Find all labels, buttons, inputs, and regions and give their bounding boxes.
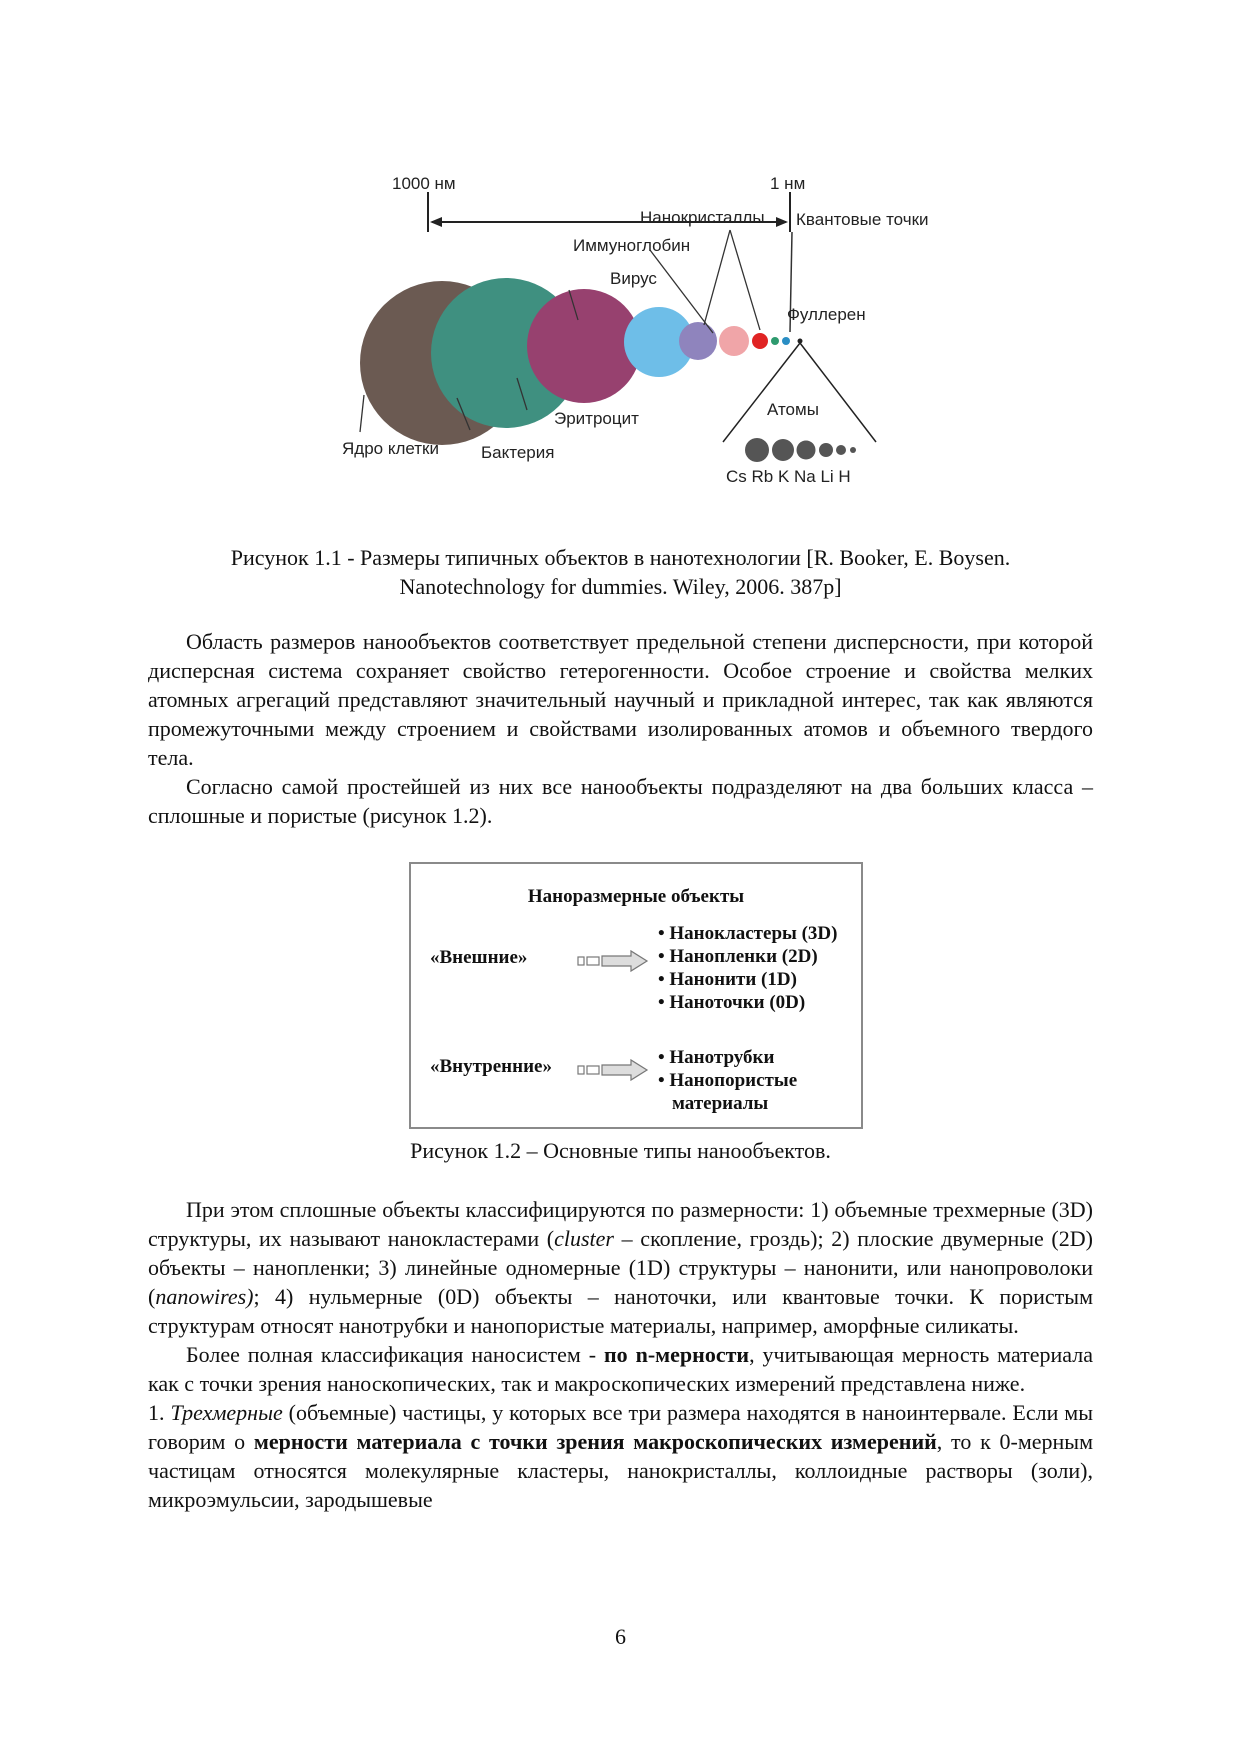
fullerene-dot <box>798 339 803 344</box>
list-item: • Нанопленки (2D) <box>658 945 837 968</box>
figure-1-2 <box>409 862 863 1129</box>
scale-right-label: 1 нм <box>770 174 806 193</box>
body-text-1 <box>148 627 1093 830</box>
scale-arrowhead-right <box>776 217 788 227</box>
immunoglobin-label: Иммуноглобин <box>573 236 691 255</box>
scale-arrowhead-left <box>430 217 442 227</box>
atom-rb <box>772 439 794 461</box>
paragraph: Более полная классификация наносистем - по n-мерности, учитывающая мерность материала как с точки зрения наноскопических, так и макроскопических измерений представлена ниже. <box>148 1342 1093 1396</box>
cell-nucleus-label: Ядро клетки <box>342 439 439 458</box>
list-item: • Нанонити (1D) <box>658 968 837 991</box>
figure-1-2-caption: Рисунок 1.2 – Основные типы нанообъектов. <box>410 1138 831 1163</box>
list-item: • Наноточки (0D) <box>658 991 837 1014</box>
scale-left-label: 1000 нм <box>392 174 456 193</box>
paragraph: Область размеров нанообъектов соответствует предельной степени дисперсности, при которой дисперсная система сохраняет свойство гетерогенности. Особое строение и свойства мелких атомных агрегаций представляют значительный научный и прикладной интерес, так как являются промежуточными между строением и свойствами изолированных атомов и объемного твердого тела. <box>148 629 1093 770</box>
figure-1-1-caption <box>148 543 1093 601</box>
atom-symbols-label: Cs Rb K Na Li H <box>726 467 851 486</box>
nanocrystal-red-dot <box>752 333 768 349</box>
paragraph: При этом сплошные объекты классифицируются по размерности: 1) объемные трехмерные (3D) структуры, их называют нанокластерами (cluster – скопление, гроздь); 2) плоские двумерные (2D) объекты – нанопленки; 3) линейные одномерные (1D) структуры – нанонити, или нанопроволоки (nanowires); 4) нульмерные (0D) объекты – наноточки, или квантовые точки. К пористым структурам относят нанотрубки и нанопористые материалы, например, аморфные силикаты. <box>148 1197 1093 1338</box>
fullerene-label: Фуллерен <box>787 305 866 324</box>
quantum-dots-label: Квантовые точки <box>796 210 929 229</box>
external-label: «Внешние» <box>430 947 528 968</box>
nanocrystals-pointer-b <box>730 230 760 330</box>
caption-line-1: Рисунок 1.1 - Размеры типичных объектов в нанотехнологии [R. Booker, E. Boysen. <box>230 545 1011 570</box>
immunoglobin-circle <box>679 322 717 360</box>
caption-line-2: Nanotechnology for dummies. Wiley, 2006. 387p] <box>399 574 842 599</box>
atom-na <box>819 443 833 457</box>
nucleus-pointer <box>360 395 364 432</box>
page-number: 6 <box>615 1624 626 1649</box>
bacteria-label: Бактерия <box>481 443 555 462</box>
quantum-dot-green <box>771 337 779 345</box>
figure-1-1 <box>320 170 960 550</box>
virus-label: Вирус <box>610 269 657 288</box>
arrow-icon <box>577 949 657 973</box>
atom-h <box>850 447 856 453</box>
paragraph: 1. Трехмерные (объемные) частицы, у которых все три размера находятся в наноинтервале. Если мы говорим о мерности материала с точки зрения макроскопических измерений, то к 0-мерным частицам относятся молекулярные кластеры, нанокристаллы, коллоидные растворы (золи), микроэмульсии, зародышевые <box>148 1400 1094 1512</box>
internal-label: «Внутренние» <box>430 1056 552 1077</box>
internal-list <box>658 1046 838 1115</box>
atom-li <box>836 445 846 455</box>
paragraph: Согласно самой простейшей из них все нанообъекты подразделяют на два больших класса – сплошные и пористые (рисунок 1.2). <box>148 774 1093 828</box>
atoms-bracket-right <box>800 343 876 442</box>
external-list <box>658 922 837 1014</box>
quantum-dot-blue <box>782 337 790 345</box>
nanocrystals-pointer-a <box>704 230 730 325</box>
atom-k <box>797 441 816 460</box>
atoms-label: Атомы <box>767 400 819 419</box>
list-item: • Нанопористые материалы <box>658 1069 838 1115</box>
body-text-2 <box>148 1195 1093 1514</box>
list-item: • Нанокластеры (3D) <box>658 922 837 945</box>
atoms-bracket-left <box>723 343 800 442</box>
erythrocyte-circle <box>527 289 641 403</box>
arrow-icon <box>577 1058 657 1082</box>
nanocrystals-label: Нанокристаллы <box>640 208 765 227</box>
nanocrystal-circle <box>719 326 749 356</box>
list-item: • Нанотрубки <box>658 1046 838 1069</box>
atom-cs <box>745 438 769 462</box>
figure-1-2-title: Наноразмерные объекты <box>527 886 745 907</box>
erythrocyte-label: Эритроцит <box>554 409 639 428</box>
